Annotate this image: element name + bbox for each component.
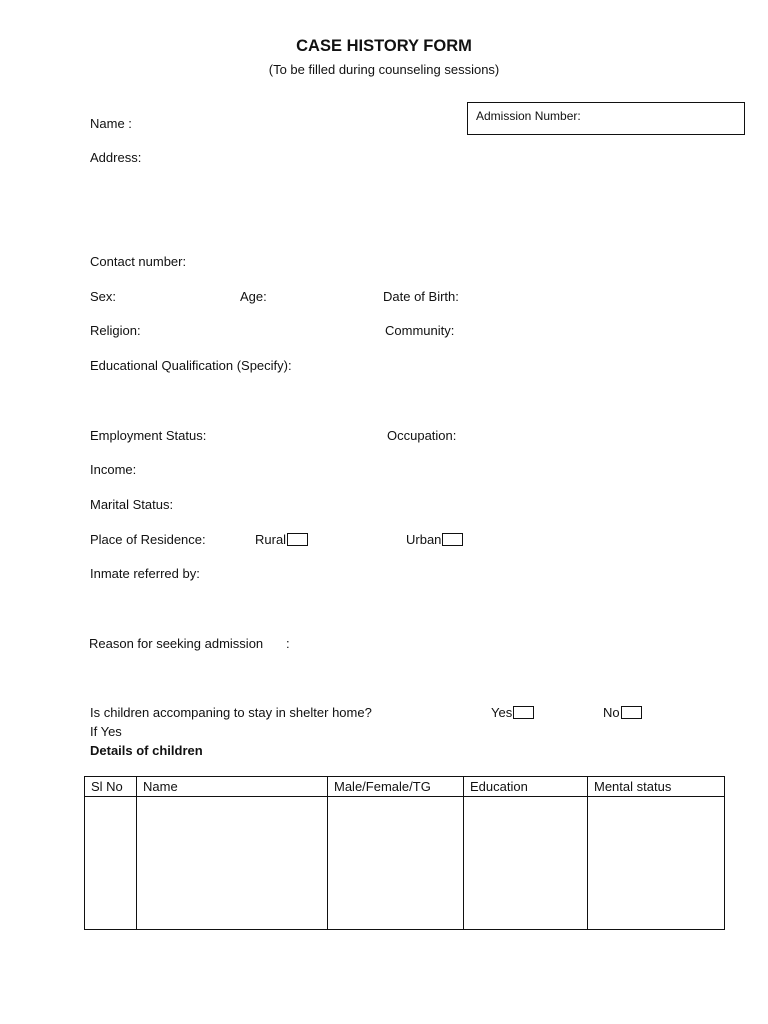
sex-label: Sex: <box>90 289 117 304</box>
rural-label: Rural <box>255 532 287 547</box>
table-cell-sl-no[interactable] <box>85 797 137 930</box>
form-title: CASE HISTORY FORM <box>296 37 472 55</box>
column-header-sl-no: Sl No <box>85 777 137 797</box>
no-option <box>603 705 642 720</box>
no-checkbox[interactable] <box>621 706 642 719</box>
admission-number-label: Admission Number: <box>476 109 581 123</box>
marital-status-label: Marital Status: <box>90 497 174 512</box>
rural-option <box>255 532 308 547</box>
table-cell-education[interactable] <box>464 797 588 930</box>
place-of-residence-label: Place of Residence: <box>90 532 206 547</box>
date-of-birth-label: Date of Birth: <box>383 289 459 304</box>
income-label: Income: <box>90 462 137 477</box>
no-label: No <box>603 705 620 720</box>
table-row <box>85 797 725 930</box>
urban-checkbox[interactable] <box>442 533 463 546</box>
age-label: Age: <box>240 289 267 304</box>
table-cell-mental-status[interactable] <box>588 797 725 930</box>
contact-number-label: Contact number: <box>90 254 187 269</box>
educational-qualification-label: Educational Qualification (Specify): <box>90 358 292 373</box>
yes-option <box>491 705 534 720</box>
yes-checkbox[interactable] <box>513 706 534 719</box>
occupation-label: Occupation: <box>387 428 457 443</box>
children-question-label: Is children accompaning to stay in shelter home? <box>90 705 372 720</box>
religion-label: Religion: <box>90 323 141 338</box>
name-label: Name : <box>90 116 132 131</box>
reason-colon: : <box>286 636 290 651</box>
column-header-mental-status: Mental status <box>588 777 725 797</box>
table-cell-gender[interactable] <box>328 797 464 930</box>
inmate-referred-by-label: Inmate referred by: <box>90 566 200 581</box>
community-label: Community: <box>385 323 455 338</box>
yes-label: Yes <box>491 705 513 720</box>
table-cell-name[interactable] <box>137 797 328 930</box>
form-subtitle: (To be filled during counseling sessions) <box>268 62 500 77</box>
column-header-education: Education <box>464 777 588 797</box>
children-details-table <box>84 776 725 930</box>
rural-checkbox[interactable] <box>287 533 308 546</box>
address-label: Address: <box>90 150 142 165</box>
table-header-row <box>85 777 725 797</box>
column-header-name: Name <box>137 777 328 797</box>
column-header-gender: Male/Female/TG <box>328 777 464 797</box>
urban-option <box>406 532 463 547</box>
reason-for-admission-label: Reason for seeking admission <box>89 636 264 651</box>
urban-label: Urban <box>406 532 442 547</box>
details-of-children-heading: Details of children <box>90 743 203 758</box>
if-yes-label: If Yes <box>90 724 122 739</box>
employment-status-label: Employment Status: <box>90 428 207 443</box>
